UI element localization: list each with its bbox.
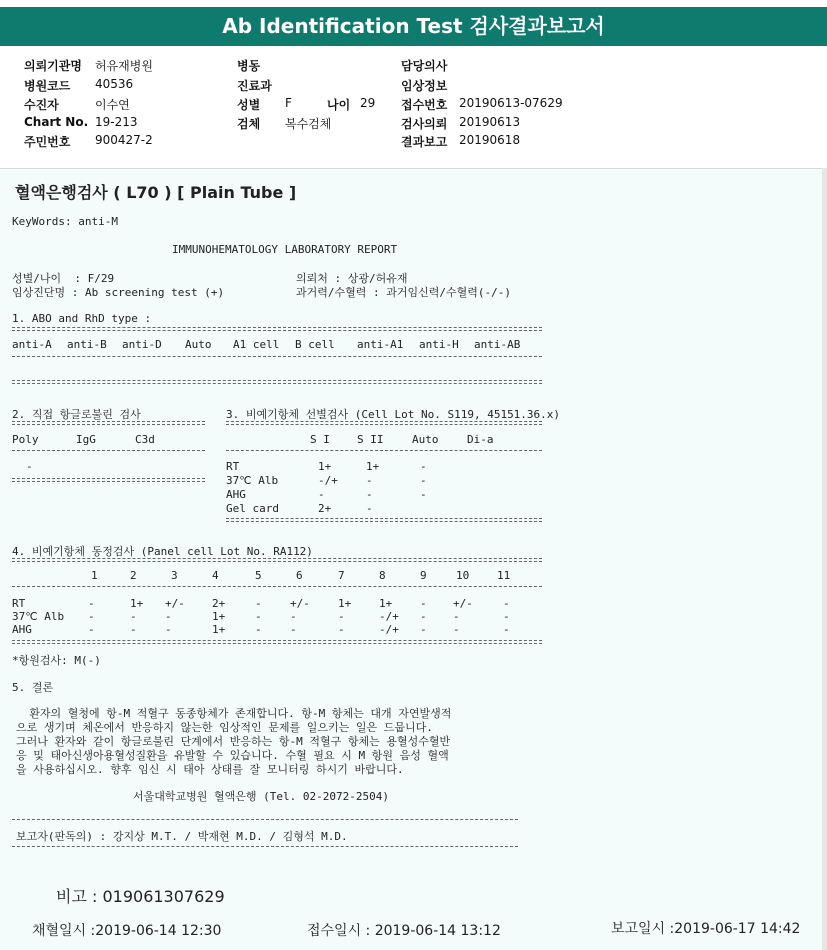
- code-value: 40536: [95, 77, 134, 91]
- sex-age-line: 성별/나이 : F/29: [12, 272, 115, 285]
- screen-row-phase: AHG: [226, 488, 246, 501]
- panel-header-cell: 10: [456, 569, 470, 582]
- screen-row-cell: -: [366, 488, 373, 501]
- divider: [12, 640, 542, 644]
- dat-header-cell: Poly: [12, 433, 39, 446]
- panel-row-phase: 37℃ Alb: [12, 610, 65, 623]
- panel-row-cell: 1+: [130, 597, 144, 610]
- specimen-value: 복수검체: [285, 117, 332, 131]
- panel-row-phase: RT: [12, 597, 26, 610]
- abo-header-cell: anti-H: [419, 338, 459, 351]
- panel-row-cell: -: [503, 610, 510, 623]
- patient-label: 수진자: [24, 98, 59, 112]
- received-time: 접수일시 : 2019-06-14 13:12: [307, 923, 501, 939]
- panel-row-cell: -: [453, 610, 460, 623]
- abo-header-cell: anti-A1: [357, 338, 404, 351]
- panel-header-cell: 8: [379, 569, 386, 582]
- divider: [12, 356, 542, 357]
- conclusion-line-1: 환자의 혈청에 항-M 적혈구 동종항체가 존재합니다. 항-M 항체는 대개 자연발생적: [16, 707, 452, 720]
- divider: [226, 518, 542, 522]
- panel-row-cell: 1+: [212, 623, 226, 636]
- abo-header-cell: anti-B: [67, 338, 107, 351]
- panel-row-cell: +/-: [453, 597, 473, 610]
- screen-row-cell: -: [318, 488, 325, 501]
- age-label: 나이: [327, 98, 351, 112]
- panel-row-cell: +/-: [290, 597, 310, 610]
- panel-row-cell: -/+: [379, 610, 399, 623]
- chart-value: 19-213: [95, 115, 138, 129]
- panel-row-cell: 1+: [338, 597, 352, 610]
- panel-row-cell: -: [130, 623, 137, 636]
- panel-row-cell: -: [88, 623, 95, 636]
- section-screen: 3. 비예기항체 선별검사 (Cell Lot No. S119, 45151.36.x): [226, 408, 561, 421]
- panel-row-cell: -: [255, 610, 262, 623]
- report-header: Ab Identification Test 검사결과보고서: [0, 7, 827, 46]
- sex-value: F: [285, 96, 292, 110]
- collected-time: 채혈일시 :2019-06-14 12:30: [32, 923, 222, 939]
- panel-row-cell: -: [420, 597, 427, 610]
- section-conclusion: 5. 결론: [12, 681, 54, 694]
- id-value: 900427-2: [95, 133, 153, 147]
- screen-row-cell: -: [420, 474, 427, 487]
- screen-row-cell: 2+: [318, 502, 332, 515]
- panel-row-cell: -: [453, 623, 460, 636]
- panel-row-cell: -: [420, 610, 427, 623]
- panel-row-cell: 2+: [212, 597, 226, 610]
- screen-row-cell: -: [366, 502, 373, 515]
- panel-row-cell: -: [290, 623, 297, 636]
- screen-row-cell: 1+: [366, 460, 380, 473]
- panel-row-cell: -: [255, 623, 262, 636]
- panel-header-cell: 11: [497, 569, 511, 582]
- conclusion-line-5: 을 사용하십시오. 향후 임신 시 태아 상태를 잘 모니터링 하시기 바랍니다.: [16, 763, 404, 776]
- accession-value: 20190613-07629: [459, 96, 563, 110]
- hospital-label: 의뢰기관명: [24, 59, 82, 73]
- abo-header-cell: anti-D: [122, 338, 162, 351]
- panel-row-cell: -: [88, 610, 95, 623]
- panel-header-cell: 6: [296, 569, 303, 582]
- panel-row-cell: -: [338, 623, 345, 636]
- screen-row-phase: Gel card: [226, 502, 279, 515]
- screen-row-phase: 37℃ Alb: [226, 474, 279, 487]
- panel-header-cell: 3: [171, 569, 178, 582]
- section-panel: 4. 비예기항체 동정검사 (Panel cell Lot No. RA112): [12, 545, 313, 558]
- id-label: 주민번호: [24, 135, 71, 149]
- panel-row-cell: -: [88, 597, 95, 610]
- request-value: 20190613: [459, 115, 521, 129]
- divider: [226, 450, 542, 451]
- diagnosis-line: 임상진단명 : Ab screening test (+): [12, 286, 225, 299]
- panel-row-cell: -: [255, 597, 262, 610]
- result-report-value: 20190618: [459, 133, 521, 147]
- keywords: KeyWords: anti-M: [12, 215, 118, 228]
- panel-row-cell: -: [420, 623, 427, 636]
- panel-row-cell: -: [338, 610, 345, 623]
- panel-row-cell: +/-: [165, 597, 185, 610]
- screen-row-cell: -: [366, 474, 373, 487]
- lab-title: IMMUNOHEMATOLOGY LABORATORY REPORT: [172, 243, 398, 256]
- divider: [12, 450, 205, 451]
- age-value: 29: [360, 96, 376, 110]
- panel-header-cell: 1: [91, 569, 98, 582]
- antigen-test: *항원검사: M(-): [12, 654, 101, 667]
- divider: [12, 819, 518, 820]
- history-line: 과거력/수혈력 : 과거임신력/수혈력(-/-): [296, 286, 511, 299]
- divider: [12, 558, 542, 562]
- code-label: 병원코드: [24, 79, 71, 93]
- panel-row-cell: 1+: [212, 610, 226, 623]
- doctor-label: 담당의사: [401, 59, 448, 73]
- reporters-line: 보고자(판독의) : 강지상 M.T. / 박재현 M.D. / 김형석 M.D.: [16, 830, 348, 843]
- panel-row-cell: -: [503, 623, 510, 636]
- panel-row-cell: -: [165, 610, 172, 623]
- hospital-value: 허유재병원: [95, 59, 153, 73]
- abo-header-cell: B cell: [295, 338, 335, 351]
- section-abo: 1. ABO and RhD type :: [12, 312, 152, 325]
- divider: [12, 380, 542, 384]
- divider: [12, 421, 205, 425]
- dat-header-cell: IgG: [76, 433, 96, 446]
- panel-row-cell: 1+: [379, 597, 393, 610]
- accession-label: 접수번호: [401, 98, 448, 112]
- screen-row-cell: 1+: [318, 460, 332, 473]
- conclusion-line-4: 응 및 태아신생아용혈성질환을 유발할 수 있습니다. 수혈 필요 시 M 항원 음성 혈액: [16, 749, 449, 762]
- panel-row-cell: -: [165, 623, 172, 636]
- report-title: 혈액은행검사 ( L70 ) [ Plain Tube ]: [15, 183, 297, 202]
- screen-header-cell: S II: [357, 433, 384, 446]
- conclusion-line-2: 으로 생기며 체온에서 반응하지 않는한 임상적인 문제를 일으키는 일은 드뭅니다.: [16, 721, 433, 734]
- reported-time: 보고일시 :2019-06-17 14:42: [611, 921, 801, 937]
- panel-row-cell: -: [503, 597, 510, 610]
- screen-row-cell: -/+: [318, 474, 338, 487]
- panel-header-cell: 5: [255, 569, 262, 582]
- screen-row-cell: -: [420, 460, 427, 473]
- panel-row-phase: AHG: [12, 623, 32, 636]
- screen-header-cell: S I: [310, 433, 330, 446]
- chart-label: Chart No.: [24, 115, 89, 129]
- panel-header-cell: 7: [338, 569, 345, 582]
- divider: [12, 846, 518, 847]
- dept-label: 진료과: [237, 79, 272, 93]
- screen-header-cell: Auto: [412, 433, 439, 446]
- panel-header-cell: 4: [212, 569, 219, 582]
- dat-value: -: [26, 460, 33, 473]
- patient-info-panel: [0, 46, 827, 169]
- abo-header-cell: A1 cell: [233, 338, 280, 351]
- request-label: 검사의뢰: [401, 117, 448, 131]
- requester-line: 의뢰처 : 상광/허유재: [296, 272, 408, 285]
- dat-header-cell: C3d: [135, 433, 155, 446]
- panel-row-cell: -: [130, 610, 137, 623]
- screen-row-phase: RT: [226, 460, 240, 473]
- remark: 비고 : 019061307629: [56, 887, 225, 906]
- divider: [12, 586, 542, 587]
- divider: [12, 327, 542, 331]
- panel-row-cell: -: [290, 610, 297, 623]
- signature-line: 서울대학교병원 혈액은행 (Tel. 02-2072-2504): [133, 790, 389, 803]
- divider: [226, 421, 542, 425]
- ward-label: 병동: [237, 59, 261, 73]
- result-report-label: 결과보고: [401, 135, 448, 149]
- abo-header-cell: anti-AB: [474, 338, 521, 351]
- panel-row-cell: -/+: [379, 623, 399, 636]
- divider: [12, 478, 205, 482]
- scrollbar[interactable]: [822, 168, 827, 950]
- abo-header-cell: anti-A: [12, 338, 52, 351]
- screen-header-cell: Di-a: [467, 433, 494, 446]
- sex-label: 성별: [237, 98, 261, 112]
- panel-header-cell: 9: [420, 569, 427, 582]
- abo-header-cell: Auto: [185, 338, 212, 351]
- section-dat: 2. 직접 항글로불린 검사: [12, 408, 141, 421]
- clinical-label: 임상정보: [401, 79, 448, 93]
- patient-value: 이수연: [95, 98, 130, 112]
- conclusion-line-3: 그러나 환자와 같이 항글로불린 단계에서 반응하는 항-M 적혈구 항체는 용혈성수혈반: [16, 735, 451, 748]
- specimen-label: 검체: [237, 117, 261, 131]
- screen-row-cell: -: [420, 488, 427, 501]
- panel-header-cell: 2: [130, 569, 137, 582]
